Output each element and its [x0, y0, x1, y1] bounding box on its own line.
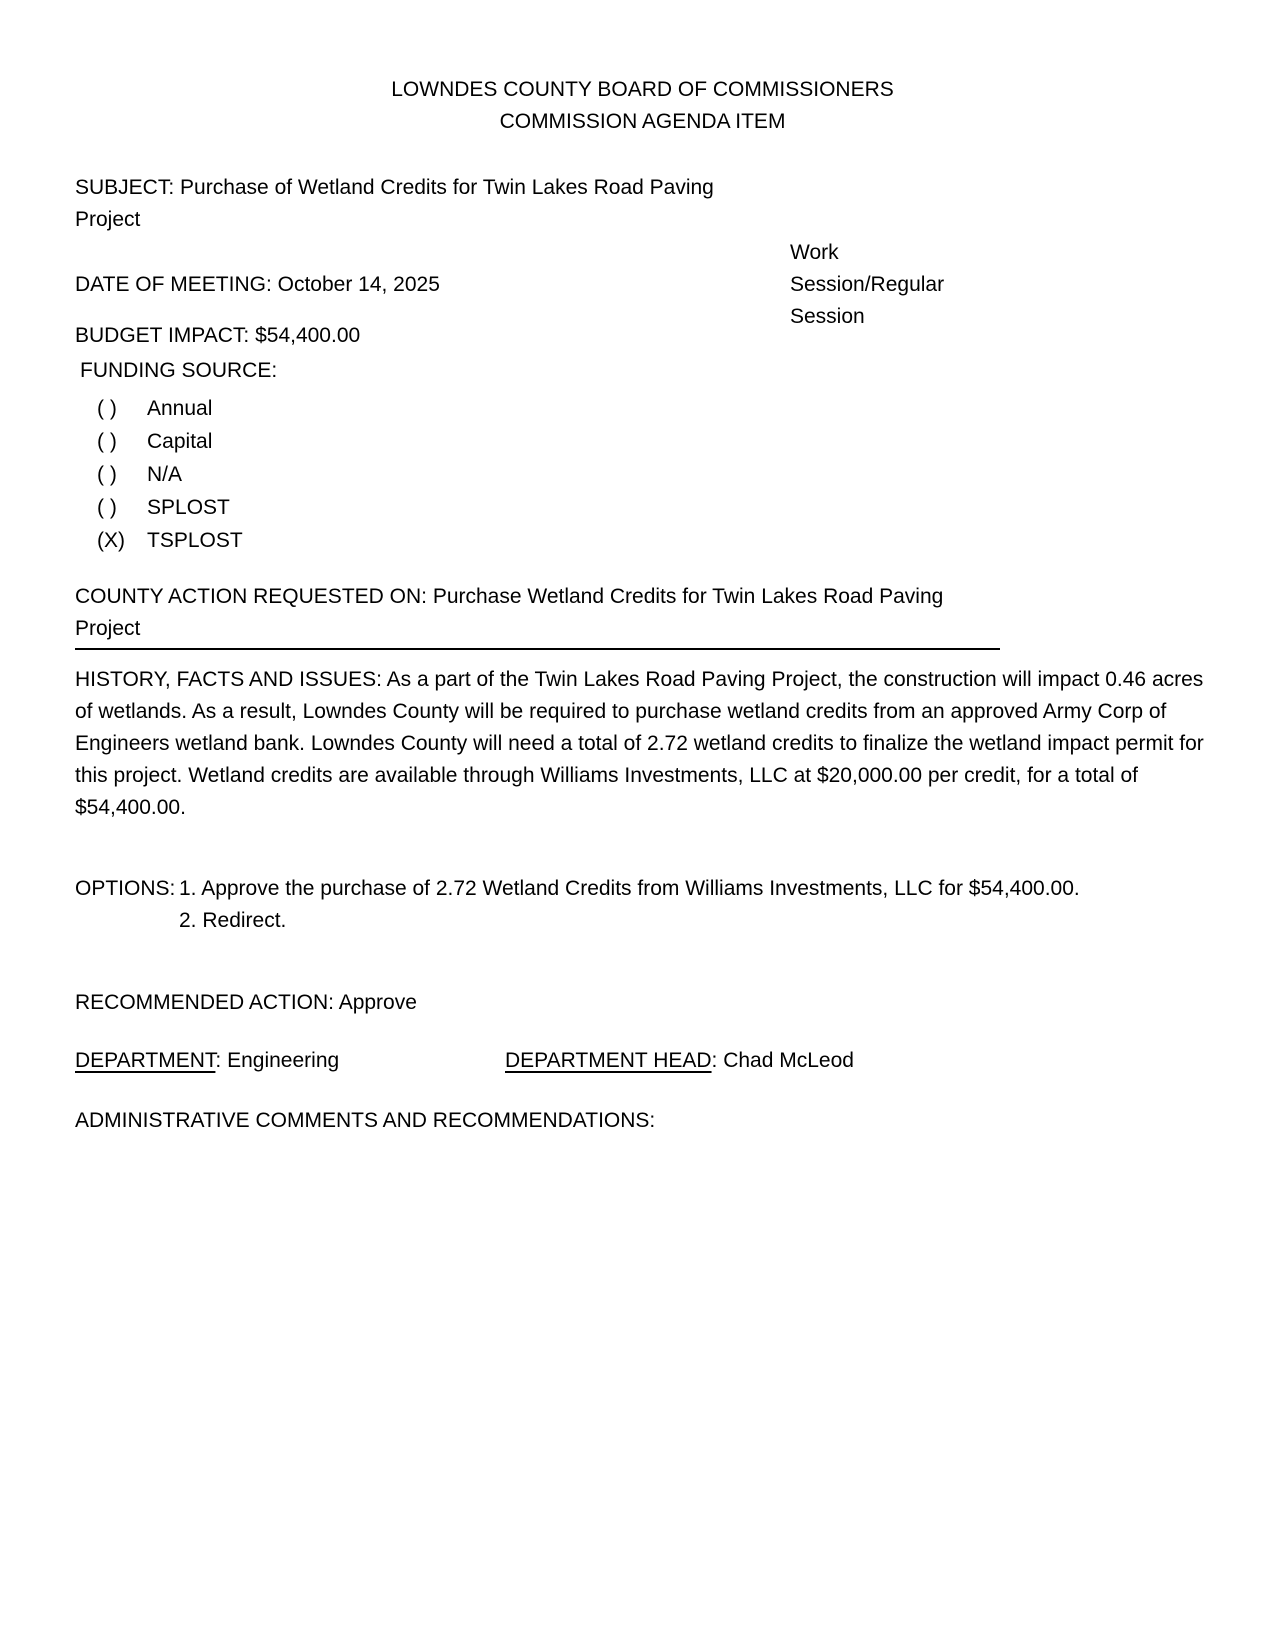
department-value: : Engineering [215, 1049, 340, 1072]
funding-option-label: Annual [147, 397, 213, 420]
budget-impact-line: BUDGET IMPACT: $54,400.00 [75, 324, 361, 347]
funding-option-na [97, 458, 1210, 491]
funding-source-list [75, 392, 1210, 557]
county-action-underline [75, 648, 1000, 650]
date-of-meeting-line: DATE OF MEETING: October 14, 2025 [75, 273, 440, 296]
checkbox-mark-checked: (X) [97, 529, 125, 552]
header-org-title: LOWNDES COUNTY BOARD OF COMMISSIONERS [391, 78, 894, 101]
checkbox-mark: ( ) [97, 430, 117, 453]
department-head-label: DEPARTMENT HEAD [505, 1049, 712, 1072]
option-approve: 1. Approve the purchase of 2.72 Wetland Credits from Williams Investments, LLC for $54,400.00. [179, 877, 1080, 900]
session-type-label: Work Session/Regular Session [790, 241, 945, 328]
department-head-value: : Chad McLeod [711, 1049, 854, 1072]
checkbox-mark: ( ) [97, 463, 117, 486]
funding-option-tsplost [97, 524, 1210, 557]
options-items [179, 873, 1080, 937]
subject-line: SUBJECT: Purchase of Wetland Credits for Twin Lakes Road Paving Project [75, 176, 714, 231]
department-head-field [505, 1045, 854, 1077]
funding-source-label: FUNDING SOURCE: [80, 359, 278, 382]
department-field [75, 1045, 505, 1077]
funding-option-capital [97, 425, 1210, 458]
document-header [75, 74, 1210, 138]
checkbox-mark: ( ) [97, 397, 117, 420]
checkbox-mark: ( ) [97, 496, 117, 519]
funding-option-label: TSPLOST [147, 529, 243, 552]
department-label: DEPARTMENT [75, 1049, 216, 1072]
options-label: OPTIONS: [75, 877, 176, 900]
department-row [75, 1045, 1210, 1077]
history-facts-paragraph: HISTORY, FACTS AND ISSUES: As a part of the Twin Lakes Road Paving Project, the construction will impact 0.46 acres of wetlands. As a result, Lowndes County will be required to purchase wetland credits from an approved Army Corp of Engineers wetland bank. Lowndes County will need a total of 2.72 wetland credits to finalize the wetland impact permit for this project. Wetland credits are available through Williams Investments, LLC at $20,000.00 per credit, for a total of $54,400.00. [75, 668, 1204, 819]
funding-option-splost [97, 491, 1210, 524]
admin-comments-label: ADMINISTRATIVE COMMENTS AND RECOMMENDATIONS: [75, 1109, 656, 1132]
funding-option-annual [97, 392, 1210, 425]
recommended-action-line: RECOMMENDED ACTION: Approve [75, 991, 417, 1014]
county-action-line: COUNTY ACTION REQUESTED ON: Purchase Wetland Credits for Twin Lakes Road Paving Project [75, 585, 944, 640]
options-section [75, 873, 1210, 937]
funding-option-label: SPLOST [147, 496, 230, 519]
funding-option-label: N/A [147, 463, 183, 486]
option-redirect: 2. Redirect. [179, 909, 287, 932]
funding-option-label: Capital [147, 430, 213, 453]
header-doc-title: COMMISSION AGENDA ITEM [499, 110, 786, 133]
